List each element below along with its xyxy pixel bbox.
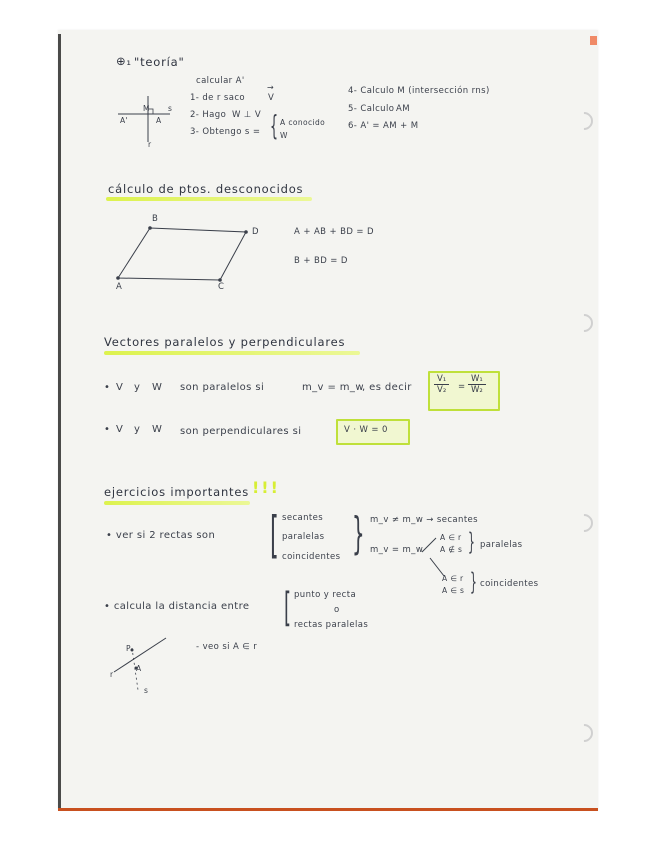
vector-v: V: [116, 424, 124, 435]
step-3-bottom: W: [280, 131, 288, 140]
dist-opt-2: rectas paralelas: [294, 620, 369, 630]
slope-equality: m_v = m_w: [302, 382, 364, 393]
word-y: y: [134, 424, 141, 435]
equation-2: B + BD = D: [294, 256, 348, 266]
axis-label: r: [148, 140, 152, 149]
type-paralelas: paralelas: [282, 532, 325, 542]
es-decir: , es decir: [362, 382, 412, 393]
axis-label: A': [120, 116, 128, 125]
step-4: 4- Calculo M (intersección rns): [348, 86, 490, 96]
section-title: "teoría": [134, 55, 185, 69]
point-label-a: A: [116, 282, 123, 292]
par-cond-1: A ∈ r: [440, 533, 462, 542]
heading-exercises: ejercicios importantes: [104, 485, 250, 499]
page-corner-tab: [590, 36, 597, 45]
sketch-label-s: s: [144, 686, 149, 695]
ratio-equals: =: [458, 382, 466, 392]
rule-equal-slopes: m_v = m_w: [370, 545, 424, 555]
vector-v: V: [116, 382, 124, 393]
vector-w: W: [152, 424, 163, 435]
parallelogram-diagram: [114, 222, 254, 286]
step-6: 6- A' = AM + M: [348, 121, 419, 131]
axis-label: M: [143, 104, 150, 113]
sketch-label-p: P: [126, 644, 131, 653]
type-secantes: secantes: [282, 513, 324, 523]
step-1: 1- de r saco: [190, 93, 246, 103]
vector-w: W: [152, 382, 163, 393]
page-left-edge: [58, 34, 61, 810]
distance-label: • calcula la distancia entre: [104, 601, 250, 612]
ver-si-label: • ver si 2 rectas son: [106, 530, 216, 541]
step-5: 5- Calculo: [348, 104, 395, 114]
page-bottom-edge: [58, 808, 598, 811]
point-label-c: C: [218, 282, 225, 292]
equation-1: A + AB + BD = D: [294, 227, 374, 237]
perp-condition-text: son perpendiculares si: [180, 426, 302, 437]
parallel-condition-text: son paralelos si: [180, 382, 265, 393]
heading-highlight: [104, 501, 250, 505]
step-3-top: A conocido: [280, 118, 326, 127]
par-cond-2: A ∉ s: [440, 545, 463, 554]
point-label-d: D: [252, 227, 259, 237]
dist-opt-or: o: [334, 605, 340, 615]
dot-product-zero: V · W = 0: [344, 425, 388, 435]
distance-sketch: [112, 636, 172, 696]
ratio-w: $\frac{\text{W₁}}{\text{W₂}}$: [468, 374, 486, 395]
ratio-v: $\frac{\text{V₁}}{\text{V₂}}$: [434, 374, 449, 395]
coin-cond-1: A ∈ r: [442, 574, 464, 583]
veo-si-label: - veo si A ∈ r: [196, 642, 258, 652]
section-bullet: ⊕₁: [116, 54, 132, 68]
step-5-vector: AM: [396, 104, 410, 114]
point-label-b: B: [152, 214, 159, 224]
axis-label: A: [156, 116, 162, 125]
heading-highlight: [106, 197, 312, 201]
type-coincidentes: coincidentes: [282, 552, 341, 562]
step-2: 2- Hago: [190, 110, 227, 120]
axis-label: s: [168, 104, 173, 113]
step-3: 3- Obtengo s =: [190, 127, 261, 137]
step-1-vector: → V: [268, 93, 274, 103]
rule-secantes: m_v ≠ m_w → secantes: [370, 515, 479, 525]
emphasis-marks: !!!: [252, 478, 280, 497]
word-y: y: [134, 382, 141, 393]
calc-label: calcular A': [196, 76, 245, 86]
step-2-expr: W ⊥ V: [232, 110, 262, 120]
par-label: paralelas: [480, 540, 523, 550]
sketch-label-r: r: [110, 670, 114, 679]
sketch-label-a: A: [136, 664, 142, 673]
dist-opt-1: punto y recta: [294, 590, 357, 600]
heading-highlight: [104, 351, 360, 355]
heading-vectors: Vectores paralelos y perpendiculares: [104, 335, 346, 349]
coin-cond-2: A ∈ s: [442, 586, 465, 595]
coin-label: coincidentes: [480, 579, 539, 589]
heading-unknown-points: cálculo de ptos. desconocidos: [108, 182, 304, 196]
